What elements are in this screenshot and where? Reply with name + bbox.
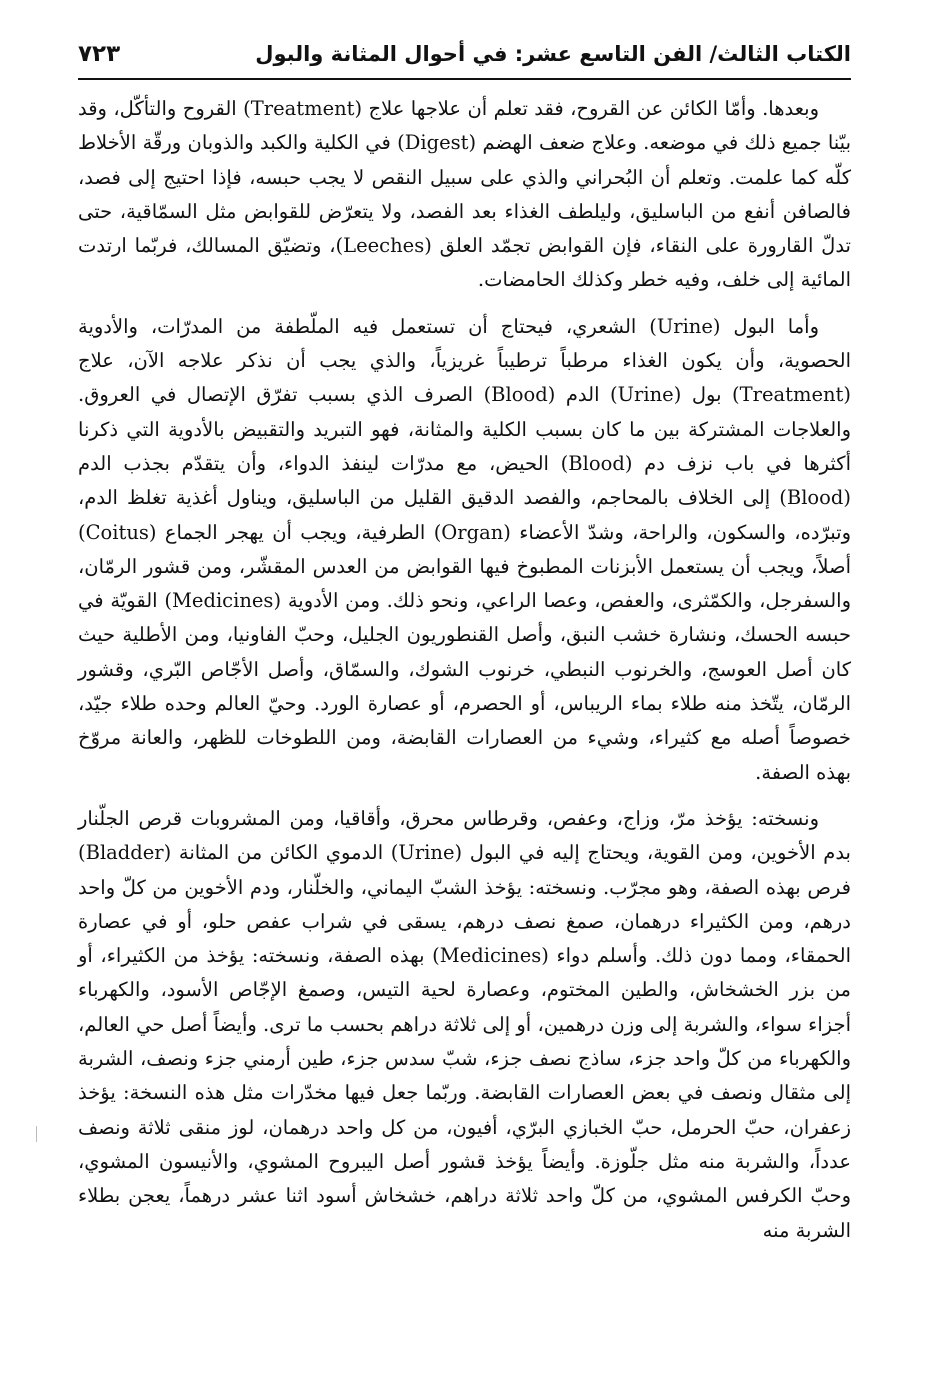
paragraph-ulcer-treatment: وبعدها. وأمّا الكائن عن القروح، فقد تعلم أن علاجها علاج (Treatment) القروح والتأكّل، وقد بيّنا جميع ذلك في موضعه. وعلاج ضعف الهضم (Digest) في الكلية والكبد والذوبان ورقّة الأخلاط كلّه كما علمت. وتعلم أن البُحراني والذي على سبيل النقص لا يجب حبسه، فإذا احتيج إلى فصد، فالصافن أنفع من الباسليق، وليلطف الغذاء بعد الفصد، ولا يتعرّض للقوابض مثل السمّاقية، حتى تدلّ القارورة على النقاء، فإن القوابض تجمّد العلق (Leeches)، وتضيّق المسالك، فربّما ارتدت المائية إلى خلف، وفيه خطر وكذلك الحامضات. bbox=[78, 97, 851, 292]
paragraph-hairy-and-bloody-urine: وأما البول (Urine) الشعري، فيحتاج أن تستعمل فيه الملّطفة من المدرّات، والأدوية الحصوية، وأن يكون الغذاء مرطباً ترطيباً غريزياً، والذي يجب أن نذكر علاجه الآن، علاج (Treatment) بول (Urine) الدم (Blood) الصرف الذي بسبب تفرّق الإتصال في العروق. والعلاجات المشتركة بين ما كان بسبب الكلية والمثانة، فهو التبريد والتقبيض بالأدوية التي ذكرنا أكثرها في باب نزف دم (Blood) الحيض، مع مدرّات لينفذ الدواء، وأن يتقدّم بجذب الدم (Blood) إلى الخلاف بالمحاجم، والفصد الدقيق القليل من الباسليق، ويناول أغذية تغلظ الدم، وتبرّده، والسكون، والراحة، وشدّ الأعضاء (Organ) الطرفية، ويجب أن يهجر الجماع (Coitus) أصلاً، ويجب أن يستعمل الأبزنات المطبوخ فيها القوابض من العدس المقشّر، ومن قشور الرمّان، والسفرجل، والكمّثرى، والعفص، وعصا الراعي، ونحو ذلك. ومن الأدوية (Medicines) القويّة في حبسه الحسك، ونشارة خشب النبق، وأصل القنطوريون الجليل، وحبّ الفاونيا، ومن الأطلية حيث كان أصل العوسج، والخرنوب النبطي، خرنوب الشوك، والسمّاق، وأصل الأجّاص البّري، وقشور الرمّان، يتّخذ منه طلاء بماء الريباس، أو الحصرم، أو عصارة الورد. وحيّ العالم وحده طلاء جيّد، خصوصاً أصله مع كثيراء، وشيء من العصارات القابضة، ومن اللطوخات للظهر، والعانة مروّخ بهذه الصفة. bbox=[78, 314, 852, 784]
body-text bbox=[78, 92, 851, 1248]
header-rule bbox=[78, 78, 851, 80]
running-title: الكتاب الثالث/ الفن التاسع عشر: في أحوال المثانة والبول bbox=[255, 42, 851, 66]
page-number: ٧٢٣ bbox=[78, 41, 121, 67]
paragraph-recipes: ونسخته: يؤخذ مرّ، وزاج، وعفص، وقرطاس محرق، وأقاقيا، ومن المشروبات قرص الجلّنار بدم الأخوين، ومن القوية، ويحتاج إليه في البول (Urine) الدموي الكائن من المثانة (Bladder) فرص بهذه الصفة، وهو مجرّب. ونسخته: يؤخذ الشبّ اليماني، والخلّنار، ودم الأخوين من كلّ واحد درهم، ومن الكثيراء درهمان، صمغ نصف درهم، يسقى في شراب عفص حلو، أو في عصارة الحمقاء، ومما دون ذلك. وأسلم دواء (Medicines) بهذه الصفة، ونسخته: يؤخذ من الكثيراء، أو من بزر الخشخاش، والطين المختوم، وعصارة لحية التيس، وصمغ الإجّاص الأسود، والكهرباء أجزاء سواء، والشربة إلى وزن درهمين، أو إلى ثلاثة دراهم بحسب ما ترى. وأيضاً أصل حي العالم، والكهرباء من كلّ واحد جزء، ساذج نصف جزء، شبّ سدس جزء، طين أرمني جزء ونصف، الشربة إلى مثقال ونصف في بعض العصارات القابضة. وربّما جعل فيها مخدّرات مثل هذه النسخة: يؤخذ زعفران، حبّ الحرمل، حبّ الخبازي البرّي، أفيون، من كل واحد درهمان، لوز منقى ثلاثة ونصف عدداً، والشربة منه مثل جلّوزة. وأيضاً يؤخذ قشور أصل اليبروح المشوي، والأنيسون المشوي، وحبّ الكرفس المشوي، من كلّ واحد ثلاثة دراهم، خشخاش أسود اثنا عشر درهماً، يعجن بطلاء الشربة منه bbox=[78, 806, 851, 1242]
scan-edge-mark bbox=[36, 1126, 37, 1142]
running-header bbox=[78, 34, 851, 74]
